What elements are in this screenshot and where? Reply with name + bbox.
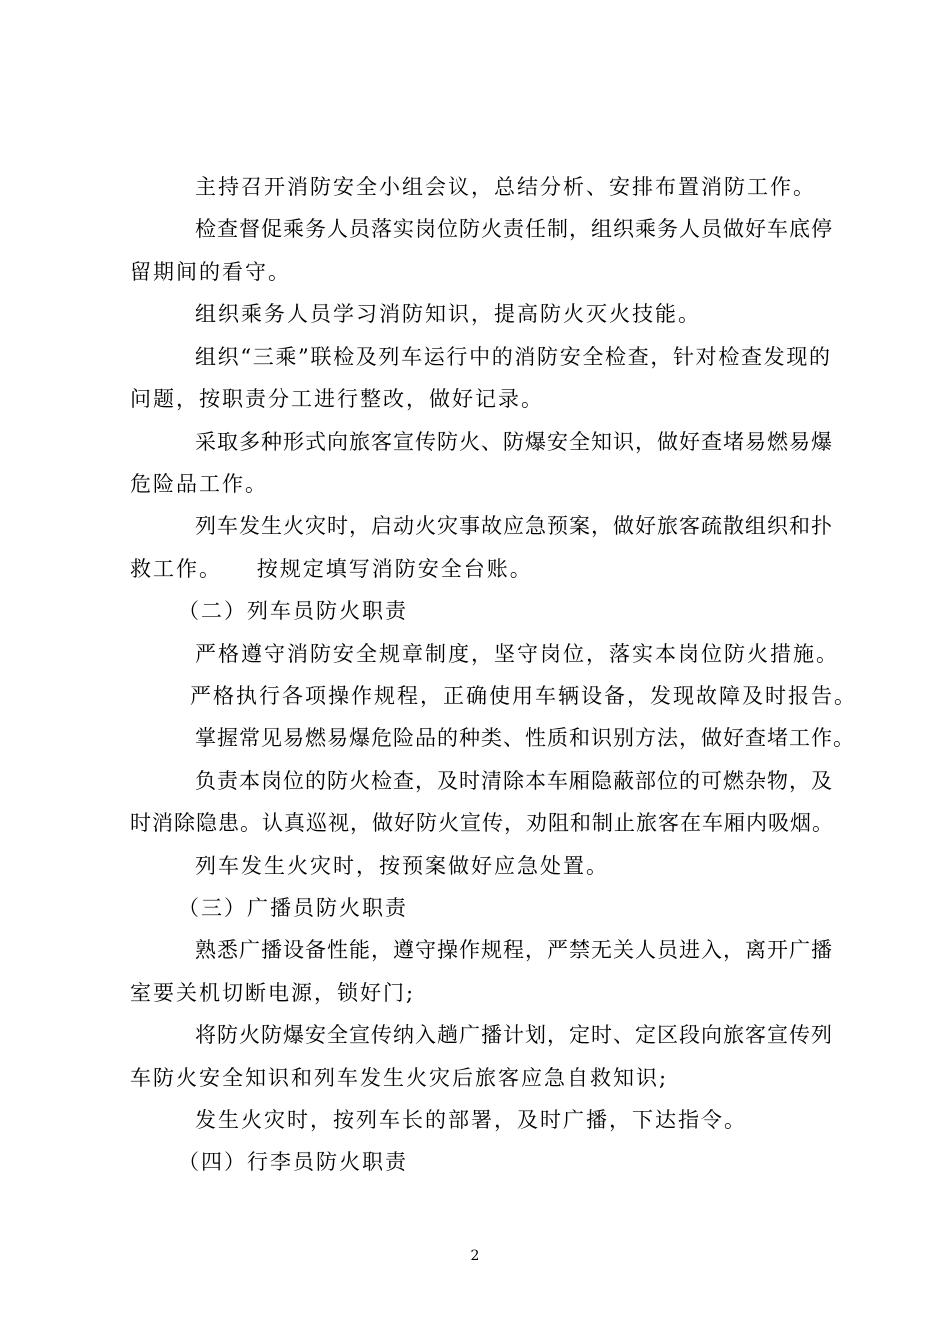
section-heading: （四）行李员防火职责 xyxy=(178,1150,408,1174)
paragraph-line: 熟悉广播设备性能，遵守操作规程，严禁无关人员进入，离开广播 xyxy=(195,938,833,962)
paragraph-line: 危险品工作。 xyxy=(130,472,268,496)
paragraph-line: 列车发生火灾时，启动火灾事故应急预案，做好旅客疏散组织和扑 xyxy=(195,514,833,538)
paragraph-line: 掌握常见易燃易爆危险品的种类、性质和识别方法，做好查堵工作。 xyxy=(195,726,855,750)
section-heading: （三）广播员防火职责 xyxy=(178,896,408,920)
paragraph-line: 采取多种形式向旅客宣传防火、防爆安全知识，做好查堵易燃易爆 xyxy=(195,430,833,454)
paragraph-line: 检查督促乘务人员落实岗位防火责任制，组织乘务人员做好车底停 xyxy=(195,217,833,241)
paragraph-line: 负责本岗位的防火检查，及时清除本车厢隐蔽部位的可燃杂物，及 xyxy=(195,769,833,793)
paragraph-line: 车防火安全知识和列车发生火灾后旅客应急自救知识; xyxy=(130,1066,669,1090)
section-heading: （二）列车员防火职责 xyxy=(178,599,408,623)
paragraph-line: 列车发生火灾时，按预案做好应急处置。 xyxy=(195,854,609,878)
paragraph-line: 时消除隐患。认真巡视，做好防火宣传，劝阻和制止旅客在车厢内吸烟。 xyxy=(130,811,834,835)
page-number: 2 xyxy=(470,1248,480,1264)
paragraph-line: 严格遵守消防安全规章制度，坚守岗位，落实本岗位防火措施。 xyxy=(195,642,839,666)
paragraph-line: 组织乘务人员学习消防知识，提高防火灭火技能。 xyxy=(195,302,701,326)
paragraph-line: 发生火灾时，按列车长的部署，及时广播，下达指令。 xyxy=(195,1108,747,1132)
paragraph-line: 严格执行各项操作规程，正确使用车辆设备，发现故障及时报告。 xyxy=(190,684,857,708)
paragraph-line: 救工作。 按规定填写消防安全台账。 xyxy=(130,557,533,581)
paragraph-line: 将防火防爆安全宣传纳入趟广播计划，定时、定区段向旅客宣传列 xyxy=(195,1023,833,1047)
paragraph-line: 室要关机切断电源，锁好门; xyxy=(130,981,416,1005)
paragraph-line: 问题，按职责分工进行整改，做好记录。 xyxy=(130,387,544,411)
paragraph-line: 主持召开消防安全小组会议，总结分析、安排布置消防工作。 xyxy=(195,175,816,199)
paragraph-line: 组织“三乘”联检及列车运行中的消防安全检查，针对检查发现的 xyxy=(195,345,831,369)
paragraph-line: 留期间的看守。 xyxy=(130,260,291,284)
